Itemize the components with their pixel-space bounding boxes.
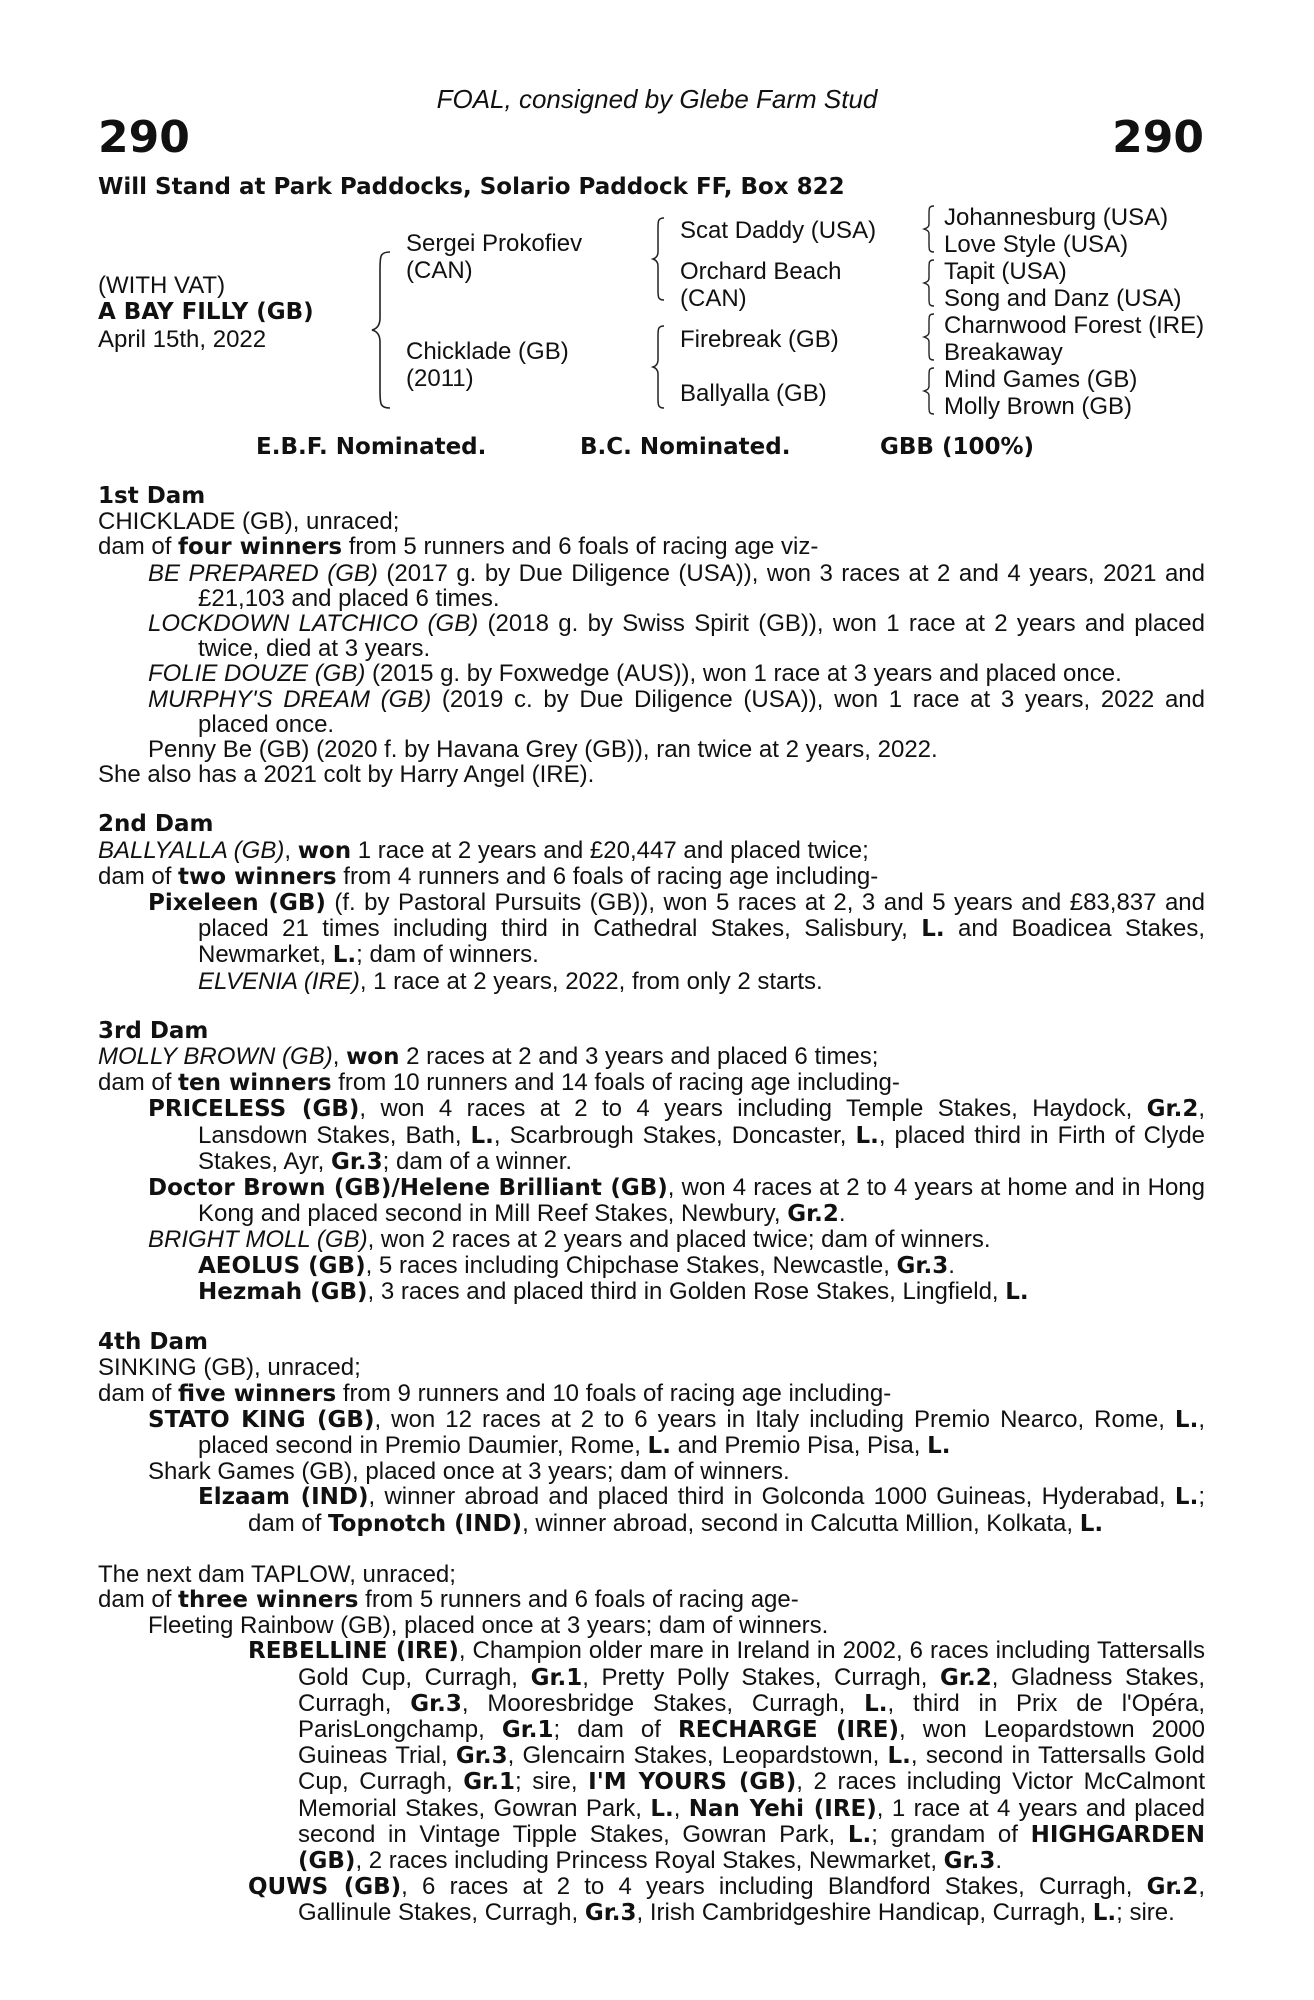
- bc-nomination: B.C. Nominated.: [580, 434, 791, 460]
- produce-entry: PRICELESS (GB), won 4 races at 2 to 4 years including Temple Stakes, Haydock, Gr.2, Lansdown Stakes, Bath, L., Scarbrough Stakes, Doncaster, L., placed third in Firth of Clyde Stakes, Ayr, Gr.3; dam of a winner.: [148, 1095, 1206, 1175]
- g3-ancestor-1: Johannesburg (USA): [944, 204, 1169, 231]
- dam-brace: [648, 324, 670, 410]
- first-dam-heading: 1st Dam: [98, 483, 206, 509]
- first-dam-note: She also has a 2021 colt by Harry Angel (IRE).: [98, 761, 595, 789]
- produce-entry: FOLIE DOUZE (GB) (2015 g. by Foxwedge (AUS)), won 1 race at 3 years and placed once.: [148, 660, 1122, 688]
- grand-produce-entry: QUWS (GB), 6 races at 2 to 4 years including Blandford Stakes, Curragh, Gr.2, Gallinule Stakes, Curragh, Gr.3, Irish Cambridgeshire Handicap, Curragh, L.; sire.: [248, 1873, 1205, 1927]
- g3-ancestor-2: Love Style (USA): [944, 231, 1129, 258]
- dam-dam: Ballyalla (GB): [680, 380, 827, 407]
- sire-name: Sergei Prokofiev: [406, 230, 583, 257]
- g3-ancestor-3: Tapit (USA): [944, 258, 1067, 285]
- produce-entry: ELVENIA (IRE), 1 race at 2 years, 2022, from only 2 starts.: [198, 967, 823, 995]
- gbb-rating: GBB (100%): [880, 434, 1035, 460]
- brace-g3-3: [918, 312, 940, 362]
- lot-name: A BAY FILLY (GB): [98, 299, 314, 325]
- second-dam-heading: 2nd Dam: [98, 811, 214, 838]
- grand-produce-entry: Elzaam (IND), winner abroad and placed third in Golconda 1000 Guineas, Hyderabad, L.; dam of Topnotch (IND), winner abroad, second in Calcutta Million, Kolkata, L.: [198, 1483, 1205, 1537]
- first-dam-produce: dam of four winners from 5 runners and 6 foals of racing age viz-: [98, 533, 819, 561]
- fourth-dam-heading: 4th Dam: [98, 1329, 208, 1356]
- produce-entry: LOCKDOWN LATCHICO (GB) (2018 g. by Swiss Spirit (GB)), won 1 race at 2 years and placed twice, died at 3 years.: [148, 610, 1205, 663]
- brace-g3-4: [918, 366, 940, 416]
- sire-origin: (CAN): [406, 257, 473, 284]
- next-dam-produce: dam of three winners from 5 runners and 6 foals of racing age-: [98, 1585, 799, 1613]
- third-dam-line: MOLLY BROWN (GB), won 2 races at 2 and 3 years and placed 6 times;: [98, 1043, 879, 1071]
- produce-entry: MURPHY'S DREAM (GB) (2019 c. by Due Diligence (USA)), won 1 race at 3 years, 2022 and placed once.: [148, 685, 1205, 738]
- brace-g3-1: [918, 204, 940, 254]
- catalogue-body: [98, 484, 1205, 1927]
- dam-name: Chicklade (GB): [406, 338, 569, 365]
- next-dam-line: The next dam TAPLOW, unraced;: [98, 1560, 456, 1588]
- sire-dam: Orchard Beach: [680, 258, 842, 285]
- produce-entry: Doctor Brown (GB)/Helene Brilliant (GB), won 4 races at 2 to 4 years at home and in Hong Kong and placed second in Mill Reef Stakes, Newbury, Gr.2.: [148, 1174, 1205, 1228]
- dam-sire: Firebreak (GB): [680, 326, 839, 353]
- fourth-dam-produce: dam of five winners from 9 runners and 10 foals of racing age including-: [98, 1379, 892, 1407]
- ebf-nomination: E.B.F. Nominated.: [256, 434, 487, 460]
- g3-ancestor-5: Charnwood Forest (IRE): [944, 312, 1205, 339]
- produce-entry: STATO KING (GB), won 12 races at 2 to 6 years in Italy including Premio Nearco, Rome, L., placed second in Premio Daumier, Rome, L. and Premio Pisa, Pisa, L.: [148, 1405, 1205, 1459]
- grand-produce-entry: Hezmah (GB), 3 races and placed third in Golden Rose Stakes, Lingfield, L.: [198, 1277, 1029, 1305]
- g3-ancestor-6: Breakaway: [944, 339, 1063, 366]
- produce-entry: Shark Games (GB), placed once at 3 years; dam of winners.: [148, 1458, 790, 1486]
- g3-ancestor-7: Mind Games (GB): [944, 366, 1138, 393]
- produce-entry: Penny Be (GB) (2020 f. by Havana Grey (GB)), ran twice at 2 years, 2022.: [148, 736, 938, 764]
- pedigree-brace-main: [368, 250, 398, 410]
- first-dam-line: CHICKLADE (GB), unraced;: [98, 508, 400, 536]
- brace-g3-2: [918, 258, 940, 308]
- third-dam-heading: 3rd Dam: [98, 1017, 209, 1044]
- grand-produce-entry: REBELLINE (IRE), Champion older mare in Ireland in 2002, 6 races including Tattersalls Gold Cup, Curragh, Gr.1, Pretty Polly Stakes, Curragh, Gr.2, Gladness Stakes, Curragh, Gr.3, Mooresbridge Stakes, Curragh, L., third in Prix de l'Opéra, ParisLongchamp, Gr.1; dam of RECHARGE (IRE), won Leopardstown 2000 Guineas Trial, Gr.3, Glencairn Stakes, Leopardstown, L., second in Tattersalls Gold Cup, Curragh, Gr.1; sire, I'M YOURS (GB), 2 races including Victor McCalmont Memorial Stakes, Gowran Park, L., Nan Yehi (IRE), 1 race at 4 years and placed second in Vintage Tipple Stakes, Gowran Park, L.; grandam of HIGHGARDEN (GB), 2 races including Princess Royal Stakes, Newmarket, Gr.3.: [248, 1637, 1206, 1874]
- foaling-date: April 15th, 2022: [98, 326, 267, 353]
- g3-ancestor-8: Molly Brown (GB): [944, 393, 1133, 420]
- sire-dam-origin: (CAN): [680, 285, 747, 312]
- sire-sire: Scat Daddy (USA): [680, 217, 877, 244]
- vat-note: (WITH VAT): [98, 272, 226, 299]
- consignor-line: FOAL, consigned by Glebe Farm Stud: [436, 84, 878, 114]
- dam-year: (2011): [406, 365, 474, 392]
- third-dam-produce: dam of ten winners from 10 runners and 14 foals of racing age including-: [98, 1069, 900, 1097]
- produce-entry: Pixeleen (GB) (f. by Pastoral Pursuits (GB)), won 5 races at 2, 3 and 5 years and £83,837 and placed 21 times including third in Cathedral Stakes, Salisbury, L. and Boadicea Stakes, Newmarket, L.; dam of winners.: [148, 889, 1206, 969]
- second-dam-produce: dam of two winners from 4 runners and 6 foals of racing age including-: [98, 862, 879, 890]
- sire-brace: [648, 216, 670, 302]
- g3-ancestor-4: Song and Danz (USA): [944, 285, 1182, 312]
- lot-number-left: 290: [98, 112, 190, 163]
- produce-entry: BRIGHT MOLL (GB), won 2 races at 2 years and placed twice; dam of winners.: [148, 1226, 991, 1254]
- produce-entry: Fleeting Rainbow (GB), placed once at 3 years; dam of winners.: [148, 1612, 829, 1640]
- grand-produce-entry: AEOLUS (GB), 5 races including Chipchase Stakes, Newcastle, Gr.3.: [198, 1251, 955, 1279]
- fourth-dam-line: SINKING (GB), unraced;: [98, 1354, 361, 1382]
- second-dam-line: BALLYALLA (GB), won 1 race at 2 years and £20,447 and placed twice;: [98, 836, 869, 864]
- lot-number-right: 290: [1112, 112, 1204, 163]
- produce-entry: BE PREPARED (GB) (2017 g. by Due Diligence (USA)), won 3 races at 2 and 4 years, 2021 and £21,103 and placed 6 times.: [148, 559, 1206, 612]
- stand-location: Will Stand at Park Paddocks, Solario Paddock FF, Box 822: [98, 174, 845, 200]
